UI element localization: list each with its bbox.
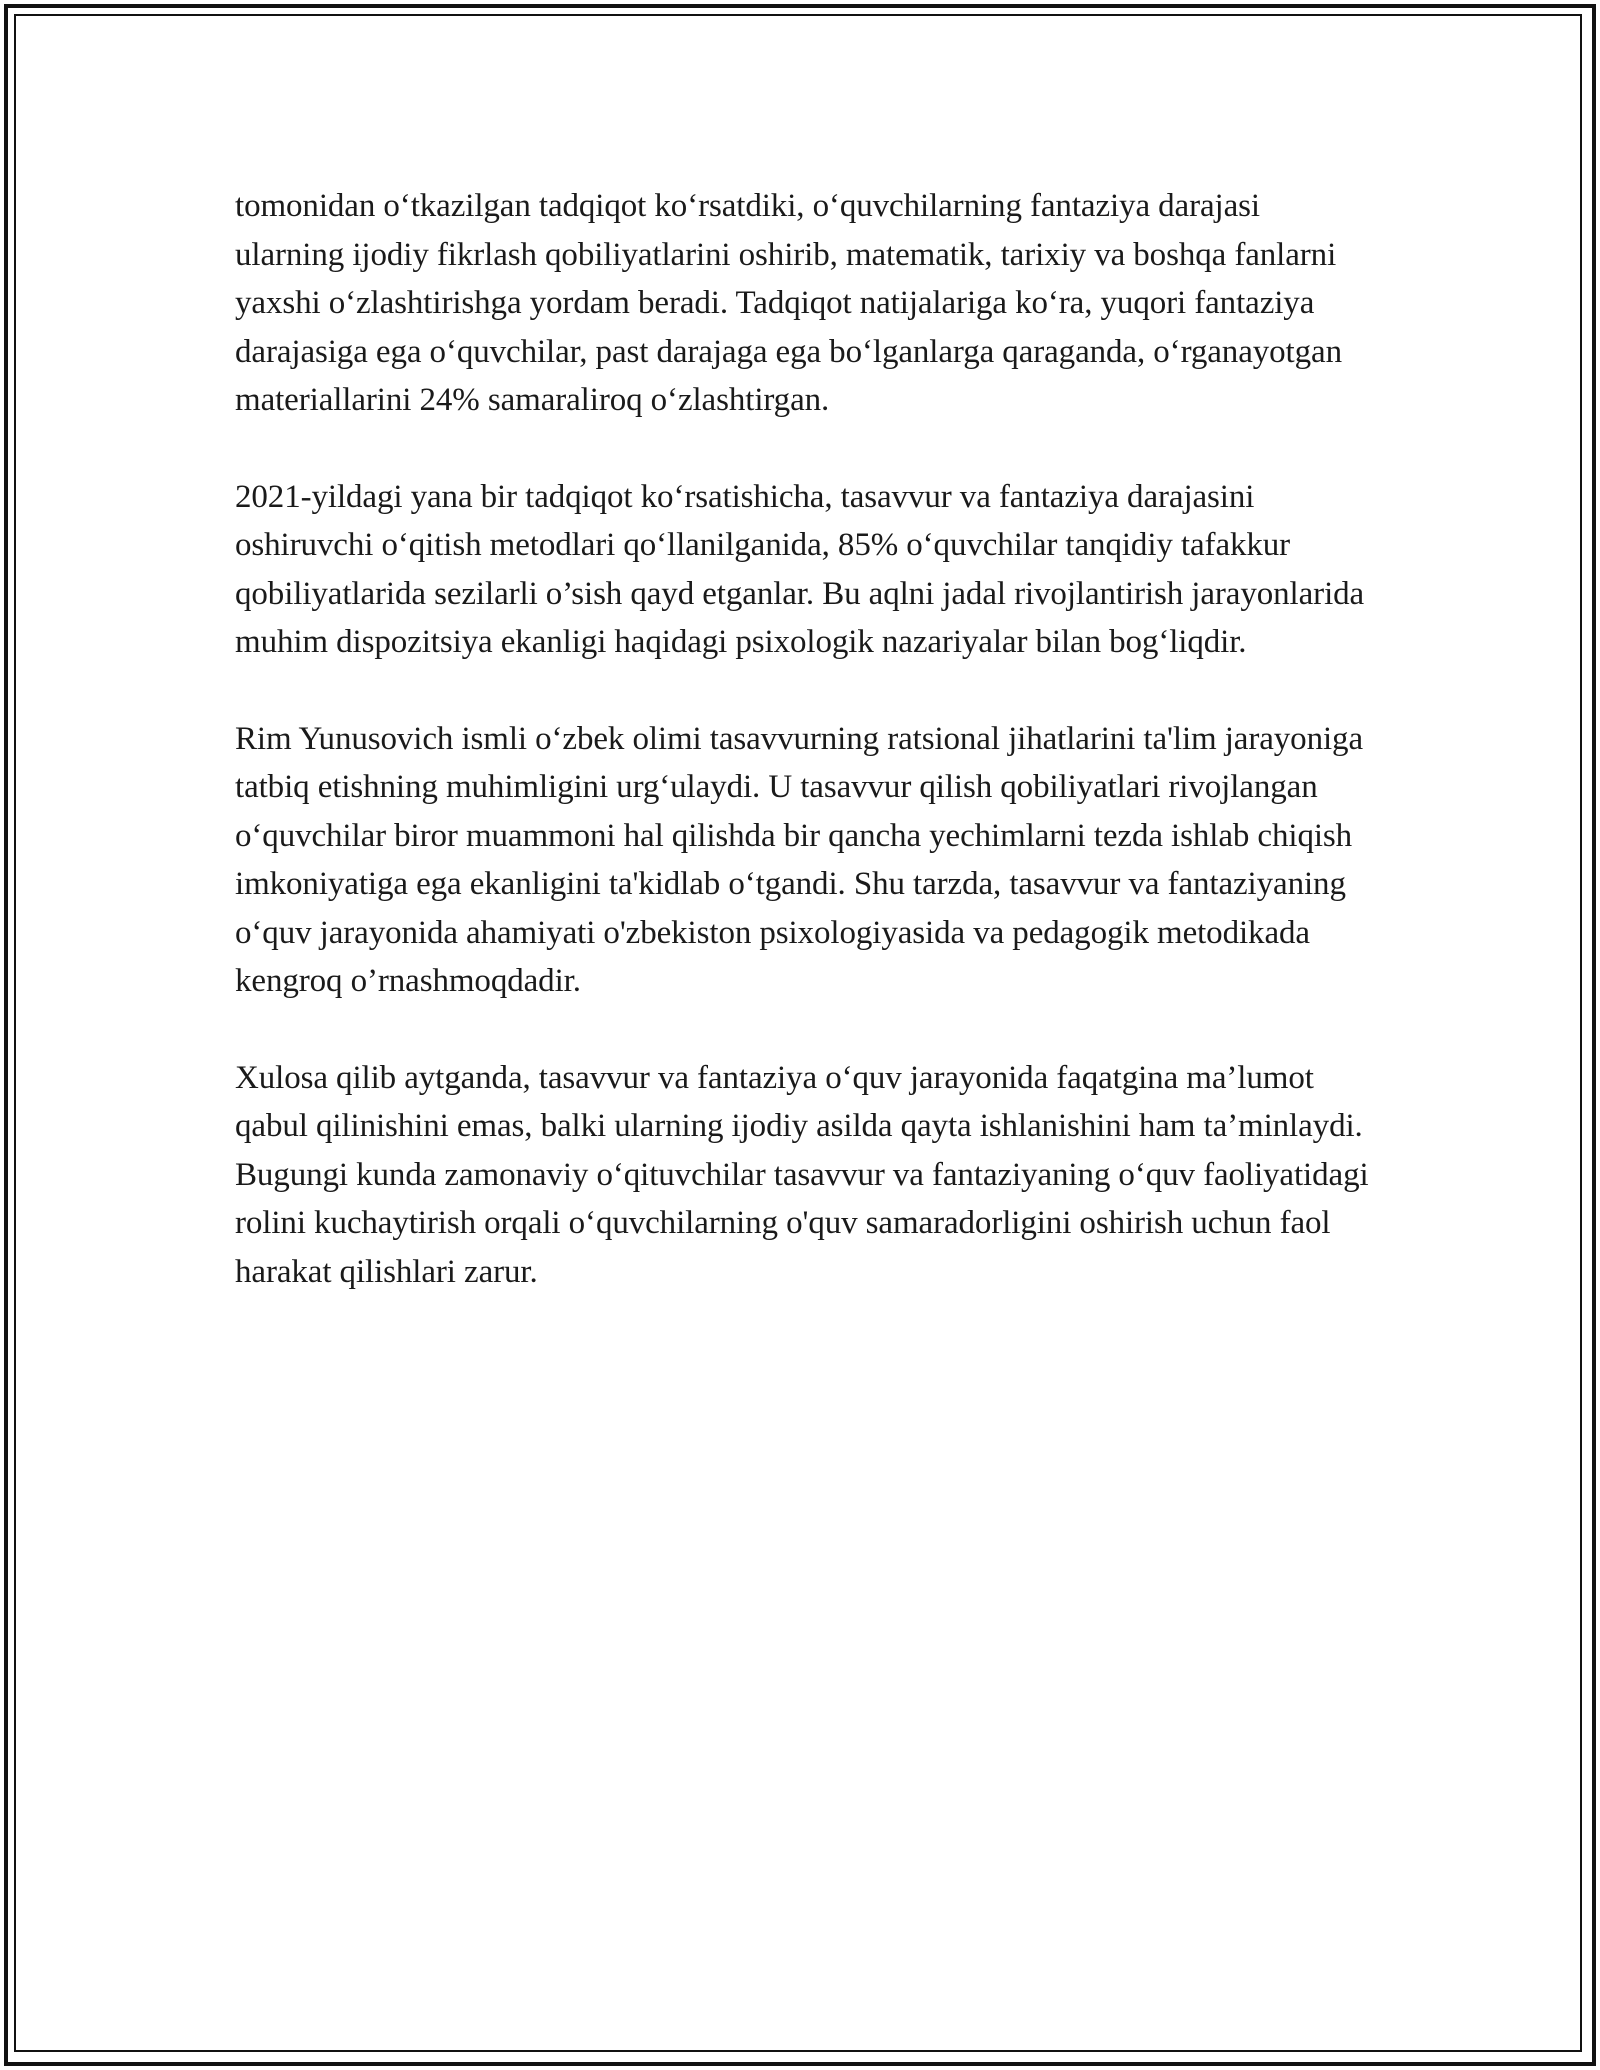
paragraph-rim-yunusovich: Rim Yunusovich ismli o‘zbek olimi tasavvurning ratsional jihatlarini ta'lim jarayoniga tatbiq etishning muhimligini urg‘ulaydi. U tasavvur qilish qobiliyatlari rivojlangan o‘quvchilar biror muammoni hal qilishda bir qancha yechimlarni tezda ishlab chiqish imkoniyatiga ega ekanligini ta'kidlab o‘tgandi. Shu tarzda, tasavvur va fantaziyaning o‘quv jarayonida ahamiyati o'zbekiston psixologiyasida va pedagogik metodikada kengroq o’rnashmoqdadir. [235,720,1363,999]
paragraph-conclusion: Xulosa qilib aytganda, tasavvur va fantaziya o‘quv jarayonida faqatgina ma’lumot qabul qilinishini emas, balki ularning ijodiy asilda qayta ishlanishini ham ta’minlaydi. Bugungi kunda zamonaviy o‘qituvchilar tasavvur va fantaziyaning o‘quv faoliyatidagi rolini kuchaytirish orqali o‘quvchilarning o'quv samaradorligini oshirish uchun faol harakat qilishlari zarur. [235,1059,1369,1290]
paragraph-2021-study: 2021-yildagi yana bir tadqiqot ko‘rsatishicha, tasavvur va fantaziya darajasini oshiruvchi o‘qitish metodlari qo‘llanilganida, 85% o‘quvchilar tanqidiy tafakkur qobiliyatlarida sezilarli o’sish qayd etganlar. Bu aqlni jadal rivojlantirish jarayonlarida muhim dispozitsiya ekanligi haqidagi psixologik nazariyalar bilan bog‘liqdir. [235,478,1365,660]
paragraph-research-results: tomonidan o‘tkazilgan tadqiqot ko‘rsatdiki, o‘quvchilarning fantaziya darajasi ularning ijodiy fikrlash qobiliyatlarini oshirib, matematik, tarixiy va boshqa fanlarni yaxshi o‘zlashtirishga yordam beradi. Tadqiqot natijalariga ko‘ra, yuqori fantaziya darajasiga ega o‘quvchilar, past darajaga ega bo‘lganlarga qaraganda, o‘rganayotgan materiallarini 24% samaraliroq o‘zlashtirgan. [235,188,1342,418]
document-body [235,182,1370,1344]
